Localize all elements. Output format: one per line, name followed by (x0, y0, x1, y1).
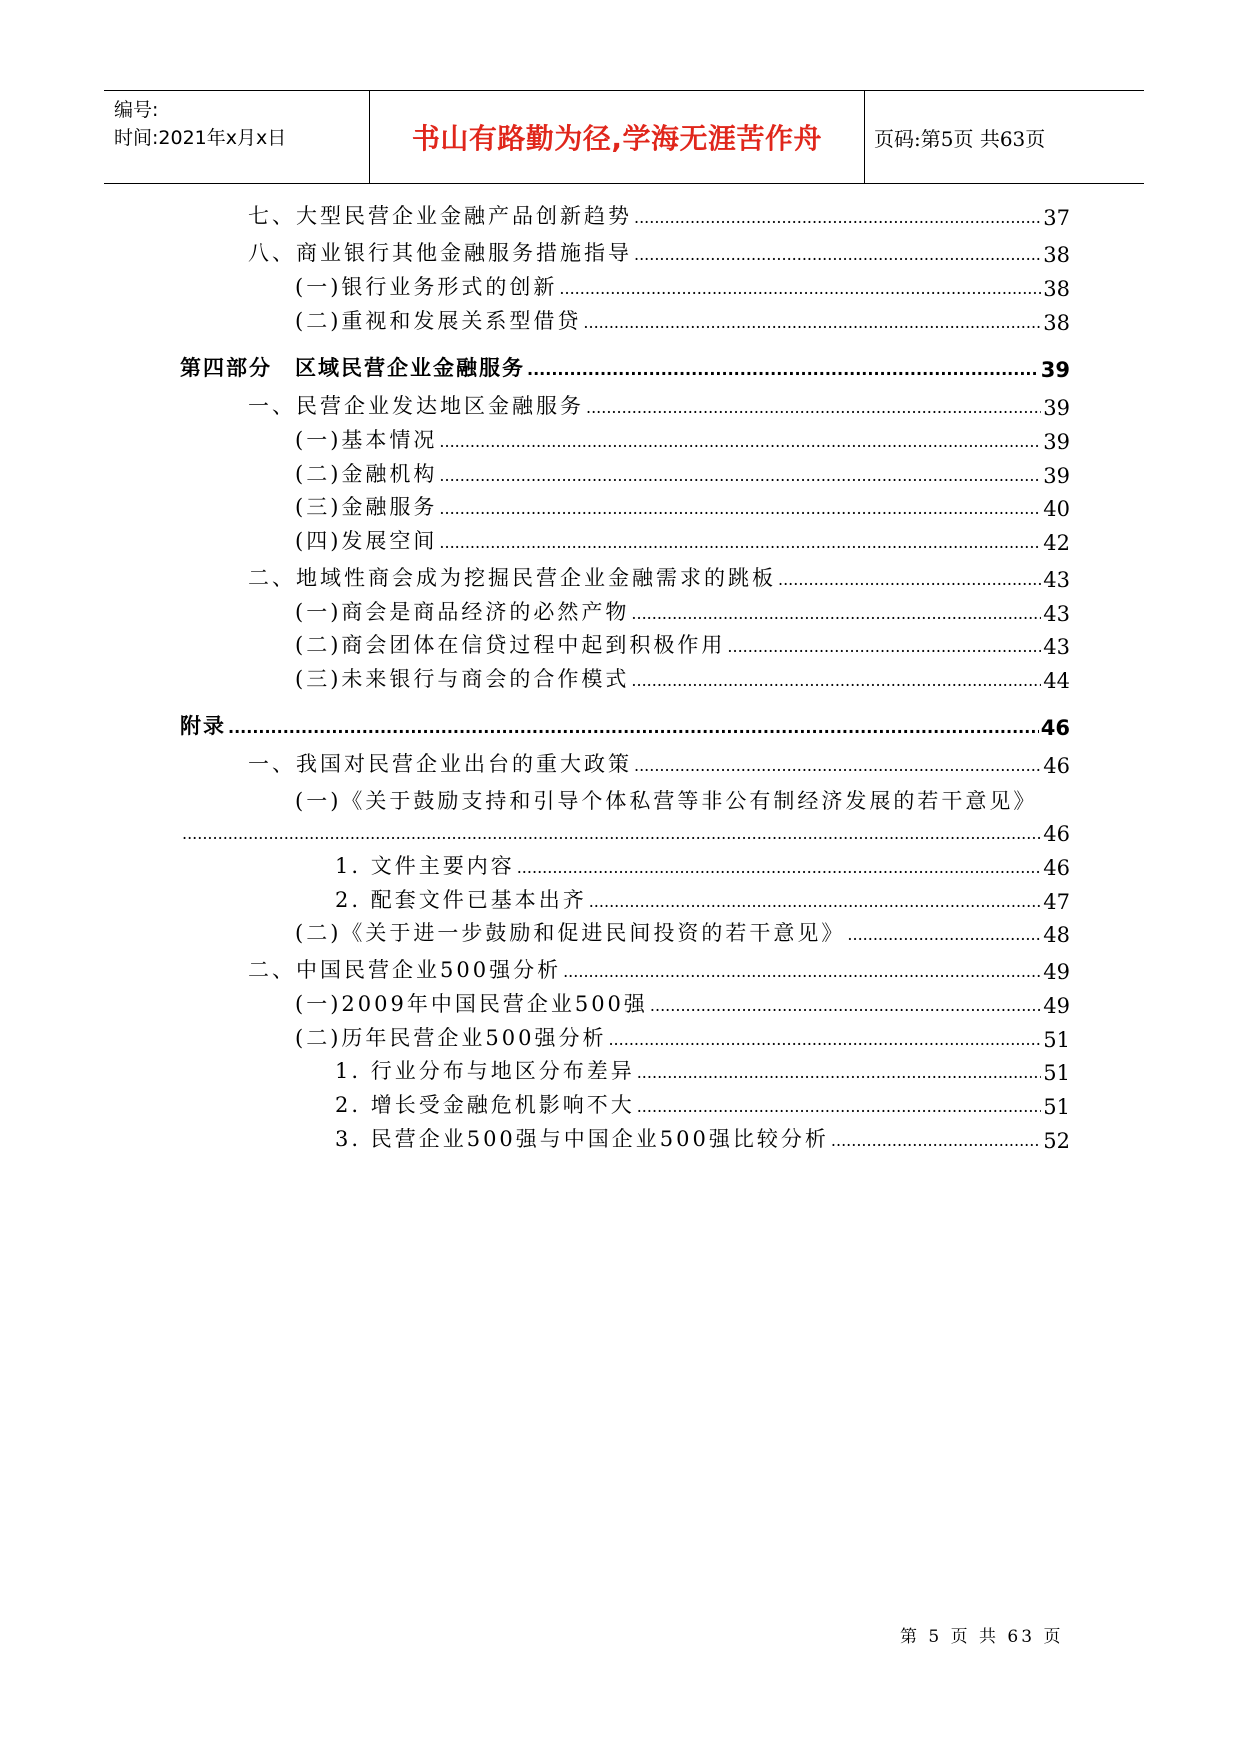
doc-time-label: 时间:2021年x月x日 (114, 127, 287, 149)
toc-entry[interactable]: (一)银行业务形式的创新 ..... 38 (180, 271, 1070, 301)
toc-entry[interactable]: (四)发展空间 ..... 42 (180, 525, 1070, 555)
toc-entry-part[interactable]: 附录 ..... 46 (180, 710, 1070, 740)
toc-entry[interactable]: (三)未来银行与商会的合作模式 ..... 44 (180, 663, 1070, 693)
header-meta (114, 91, 369, 183)
toc-entry[interactable]: (一)基本情况 ..... 39 (180, 424, 1070, 454)
toc-entry-part[interactable]: 第四部分 区域民营企业金融服务 ..... 39 (180, 352, 1070, 382)
page-footer: 第 5 页 共 63 页 (900, 1627, 1064, 1647)
toc-entry-wrapped-leader[interactable]: ..... 46 (180, 816, 1070, 846)
toc-entry[interactable]: 七、大型民营企业金融产品创新趋势 ..... 37 (180, 200, 1070, 230)
toc-entry[interactable]: 2. 增长受金融危机影响不大 ..... 51 (180, 1089, 1070, 1119)
toc-entry[interactable]: 八、商业银行其他金融服务措施指导 ..... 38 (180, 237, 1070, 267)
toc-entry[interactable]: 1. 行业分布与地区分布差异 ..... 51 (180, 1055, 1070, 1085)
header-page-number: 页码:第5页 共63页 (874, 126, 1046, 151)
toc-entry[interactable]: (三)金融服务 ..... 40 (180, 491, 1070, 521)
toc-entry[interactable]: (二)历年民营企业500强分析 ..... 51 (180, 1022, 1070, 1052)
doc-code-label: 编号: (114, 99, 159, 121)
toc-entry[interactable]: 1. 文件主要内容 ..... 46 (180, 850, 1070, 880)
toc-entry[interactable]: (二)金融机构 ..... 39 (180, 458, 1070, 488)
toc-entry[interactable]: 3. 民营企业500强与中国企业500强比较分析 ..... 52 (180, 1123, 1070, 1153)
toc-entry[interactable]: (二)重视和发展关系型借贷 ..... 38 (180, 305, 1070, 335)
toc-entry[interactable]: 二、中国民营企业500强分析 ..... 49 (180, 954, 1070, 984)
header-motto: 书山有路勤为径,学海无涯苦作舟 (369, 91, 865, 183)
toc-entry[interactable]: (一)2009年中国民营企业500强 ..... 49 (180, 988, 1070, 1018)
toc-entry[interactable]: (二)《关于进一步鼓励和促进民间投资的若干意见》 ..... 48 (180, 917, 1070, 947)
toc-entry[interactable]: 2. 配套文件已基本出齐 ..... 47 (180, 884, 1070, 914)
toc-entry-wrapped-title[interactable]: (一)《关于鼓励支持和引导个体私营等非公有制经济发展的若干意见》 (295, 789, 1038, 813)
toc-entry[interactable]: 一、我国对民营企业出台的重大政策 ..... 46 (180, 748, 1070, 778)
toc-entry[interactable]: 二、地域性商会成为挖掘民营企业金融需求的跳板 ..... 43 (180, 562, 1070, 592)
toc-entry[interactable]: 一、民营企业发达地区金融服务 ..... 39 (180, 390, 1070, 420)
toc-entry[interactable]: (一)商会是商品经济的必然产物 ..... 43 (180, 596, 1070, 626)
toc-entry[interactable]: (二)商会团体在信贷过程中起到积极作用 ..... 43 (180, 629, 1070, 659)
page-header (104, 90, 1144, 184)
